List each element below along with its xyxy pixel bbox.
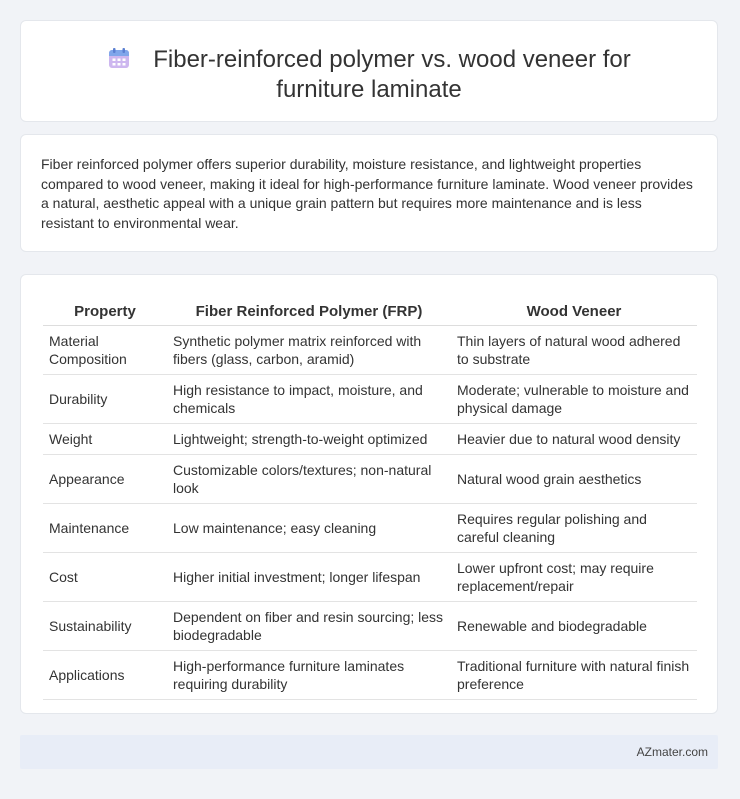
cell-frp: High-performance furniture laminates requiring durability xyxy=(167,651,451,700)
cell-property: Maintenance xyxy=(43,504,167,553)
cell-wood: Traditional furniture with natural finish preference xyxy=(451,651,697,700)
cell-frp: High resistance to impact, moisture, and chemicals xyxy=(167,375,451,424)
cell-wood: Heavier due to natural wood density xyxy=(451,424,697,455)
cell-frp: Customizable colors/textures; non-natural look xyxy=(167,455,451,504)
table-row xyxy=(43,602,697,651)
calendar-icon xyxy=(107,46,131,70)
cell-property: Material Composition xyxy=(43,326,167,375)
cell-property: Sustainability xyxy=(43,602,167,651)
page-title: Fiber-reinforced polymer vs. wood veneer for furniture laminate xyxy=(153,46,631,103)
cell-wood: Requires regular polishing and careful cleaning xyxy=(451,504,697,553)
cell-property: Weight xyxy=(43,424,167,455)
cell-wood: Renewable and biodegradable xyxy=(451,602,697,651)
header-property: Property xyxy=(43,295,167,326)
table-row xyxy=(43,553,697,602)
cell-frp: Higher initial investment; longer lifespan xyxy=(167,553,451,602)
cell-frp: Low maintenance; easy cleaning xyxy=(167,504,451,553)
cell-frp: Dependent on fiber and resin sourcing; less biodegradable xyxy=(167,602,451,651)
header-wood: Wood Veneer xyxy=(451,295,697,326)
cell-property: Applications xyxy=(43,651,167,700)
footer xyxy=(20,735,718,769)
cell-property: Cost xyxy=(43,553,167,602)
summary-card xyxy=(20,134,718,252)
cell-wood: Natural wood grain aesthetics xyxy=(451,455,697,504)
cell-wood: Thin layers of natural wood adhered to substrate xyxy=(451,326,697,375)
cell-wood: Lower upfront cost; may require replacement/repair xyxy=(451,553,697,602)
table-row xyxy=(43,504,697,553)
comparison-table xyxy=(43,295,697,700)
table-row xyxy=(43,455,697,504)
table-row xyxy=(43,375,697,424)
table-row xyxy=(43,424,697,455)
table-header-row xyxy=(43,295,697,326)
cell-wood: Moderate; vulnerable to moisture and physical damage xyxy=(451,375,697,424)
comparison-card xyxy=(20,274,718,714)
header-frp: Fiber Reinforced Polymer (FRP) xyxy=(167,295,451,326)
summary-text: Fiber reinforced polymer offers superior durability, moisture resistance, and lightweight properties compared to wood veneer, making it ideal for high-performance furniture laminate. Wood veneer provides a natural, aesthetic appeal with a unique grain pattern but requires more maintenance and is less resistant to environmental wear. xyxy=(41,156,693,231)
cell-property: Durability xyxy=(43,375,167,424)
cell-frp: Synthetic polymer matrix reinforced with fibers (glass, carbon, aramid) xyxy=(167,326,451,375)
cell-frp: Lightweight; strength-to-weight optimized xyxy=(167,424,451,455)
table-row xyxy=(43,651,697,700)
cell-property: Appearance xyxy=(43,455,167,504)
title-wrap xyxy=(21,21,717,105)
title-card xyxy=(20,20,718,122)
footer-brand-link[interactable]: AZmater.com xyxy=(636,745,708,759)
table-row xyxy=(43,326,697,375)
